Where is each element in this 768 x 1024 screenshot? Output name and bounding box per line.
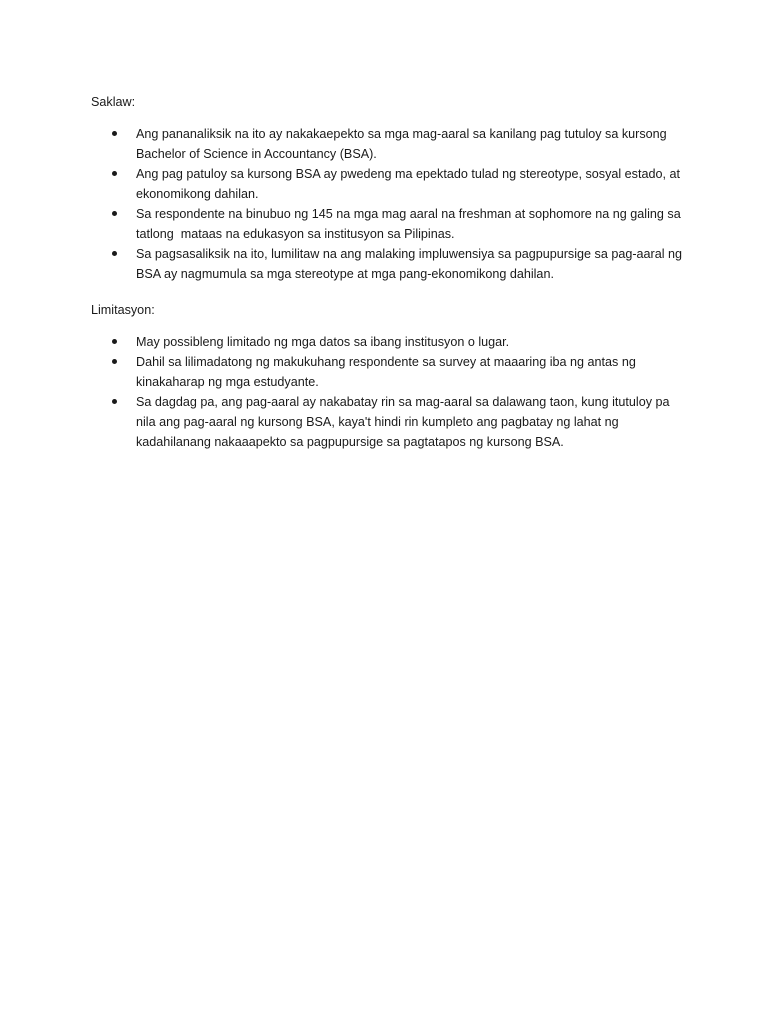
bullet-icon [112, 399, 117, 404]
bullet-icon [112, 211, 117, 216]
limitasyon-item-2 [91, 352, 691, 392]
saklaw-item-text: Sa pagsasaliksik na ito, lumilitaw na ang malaking impluwensiya sa pagpupursige sa pag-aaral ng BSA ay nagmumula sa mga stereotype at mga pang-ekonomikong dahilan. [136, 247, 683, 281]
limitasyon-item-text: May possibleng limitado ng mga datos sa ibang institusyon o lugar. [136, 335, 510, 349]
saklaw-item-4 [91, 244, 691, 284]
bullet-icon [112, 131, 117, 136]
saklaw-list [91, 124, 691, 284]
saklaw-item-1 [91, 124, 691, 164]
limitasyon-item-1 [91, 332, 691, 352]
bullet-icon [112, 171, 117, 176]
limitasyon-list [91, 332, 691, 452]
bullet-icon [112, 251, 117, 256]
bullet-icon [112, 359, 117, 364]
saklaw-item-3 [91, 204, 691, 244]
limitasyon-item-text: Sa dagdag pa, ang pag-aaral ay nakabatay rin sa mag-aaral sa dalawang taon, kung itutuloy pa nila ang pag-aaral ng kursong BSA, kaya't hindi rin kumpleto ang pagbatay ng lahat ng kadahilanang nakaaapekto sa pagpupursige sa pagtatapos ng kursong BSA. [136, 395, 670, 449]
limitasyon-item-text: Dahil sa lilimadatong ng makukuhang respondente sa survey at maaaring iba ng antas ng kinakaharap ng mga estudyante. [136, 355, 636, 389]
bullet-icon [112, 339, 117, 344]
saklaw-item-text: Sa respondente na binubuo ng 145 na mga mag aaral na freshman at sophomore na ng galing sa tatlong mataas na edukasyon sa institusyon sa Pilipinas. [136, 207, 685, 241]
limitasyon-heading: Limitasyon: [91, 303, 155, 317]
limitasyon-item-3 [91, 392, 691, 452]
saklaw-item-text: Ang pag patuloy sa kursong BSA ay pwedeng ma epektado tulad ng stereotype, sosyal estado, at ekonomikong dahilan. [136, 167, 680, 201]
saklaw-heading: Saklaw: [91, 95, 136, 109]
saklaw-item-2 [91, 164, 691, 204]
saklaw-item-text: Ang pananaliksik na ito ay nakakaepekto sa mga mag-aaral sa kanilang pag tutuloy sa kursong Bachelor of Science in Accountancy (BSA). [136, 127, 667, 161]
document-body [91, 92, 691, 452]
